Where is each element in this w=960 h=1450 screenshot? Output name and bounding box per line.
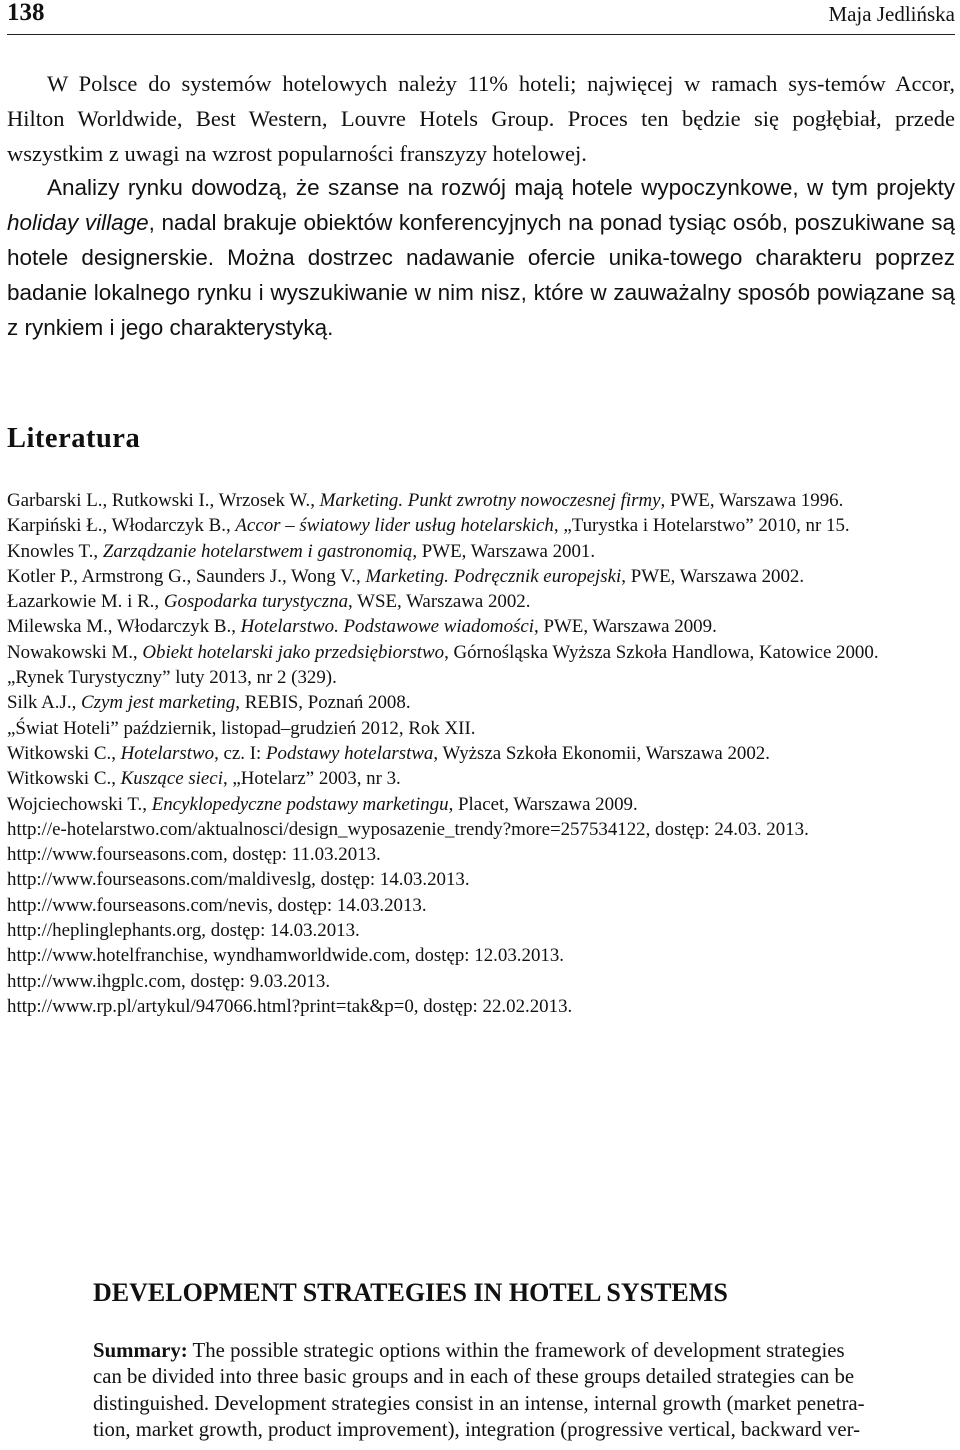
reference-item: Witkowski C., Hotelarstwo, cz. I: Podstawy hotelarstwa, Wyższa Szkoła Ekonomii, Warszawa 2002. <box>7 742 770 764</box>
reference-item[interactable]: http://www.rp.pl/artykul/947066.html?print=tak&p=0, dostęp: 22.02.2013. <box>7 995 573 1017</box>
reference-item[interactable]: http://www.ihgplc.com, dostęp: 9.03.2013. <box>7 970 331 992</box>
page-number: 138 <box>7 0 45 26</box>
reference-item[interactable]: http://www.fourseasons.com/maldiveslg, dostęp: 14.03.2013. <box>7 869 470 891</box>
running-author: Maja Jedlińska <box>828 2 955 26</box>
paragraph: W Polsce do systemów hotelowych należy 11% hoteli; najwięcej w ramach sys-temów Accor, Hilton Worldwide, Best Western, Louvre Hotels Group. Proces ten będzie się pogłębiał, przede wszystkim z uwagi na wzrost popularności franszyzy hotelowej. <box>7 71 955 166</box>
reference-item[interactable]: http://www.fourseasons.com/nevis, dostęp: 14.03.2013. <box>7 894 427 916</box>
body-text <box>7 67 955 345</box>
reference-item[interactable]: http://www.fourseasons.com, dostęp: 11.03.2013. <box>7 844 381 866</box>
reference-item[interactable]: http://e-hotelarstwo.com/aktualnosci/design_wyposazenie_trendy?more=257534122, dostęp: 24.03. 2013. <box>7 818 809 840</box>
reference-item: „Świat Hoteli” październik, listopad–grudzień 2012, Rok XII. <box>7 717 476 739</box>
summary-paragraph: Summary: The possible strategic options within the framework of development strategies can be divided into three basic groups and in each of these groups detailed strategies can be distinguished. Development strategies consist in an intense, internal growth (market penetra- tion, market growth, product improvement), integration (progressive vertical, backward ver- <box>93 1339 865 1441</box>
reference-item[interactable]: http://www.hotelfranchise, wyndhamworldwide.com, dostęp: 12.03.2013. <box>7 945 565 967</box>
reference-item: Knowles T., Zarządzanie hotelarstwem i gastronomią, PWE, Warszawa 2001. <box>7 540 596 562</box>
reference-item: Witkowski C., Kuszące sieci, „Hotelarz” 2003, nr 3. <box>7 768 401 790</box>
section-title: Literatura <box>7 423 141 454</box>
reference-item: Karpiński Ł., Włodarczyk B., Accor – światowy lider usług hotelarskich, „Turystka i Hotelarstwo” 2010, nr 15. <box>7 515 850 537</box>
english-article-title: DEVELOPMENT STRATEGIES IN HOTEL SYSTEMS <box>93 1278 728 1307</box>
reference-item: Wojciechowski T., Encyklopedyczne podstawy marketingu, Placet, Warszawa 2009. <box>7 793 638 815</box>
italic-term: holiday village <box>7 210 149 236</box>
reference-item: Nowakowski M., Obiekt hotelarski jako przedsiębiorstwo, Górnośląska Wyższa Szkoła Handlowa, Katowice 2000. <box>7 641 879 663</box>
reference-item: Garbarski L., Rutkowski I., Wrzosek W., Marketing. Punkt zwrotny nowoczesnej firmy, PWE, Warszawa 1996. <box>7 490 844 511</box>
running-header <box>7 0 955 35</box>
reference-item: Milewska M., Włodarczyk B., Hotelarstwo. Podstawowe wiadomości, PWE, Warszawa 2009. <box>7 616 717 638</box>
reference-item: Silk A.J., Czym jest marketing, REBIS, Poznań 2008. <box>7 692 411 714</box>
reference-item[interactable]: http://heplinglephants.org, dostęp: 14.03.2013. <box>7 920 360 942</box>
paragraph: Analizy rynku dowodzą, że szanse na rozwój mają hotele wypoczynkowe, w tym projekty holiday village, nadal brakuje obiektów konferencyjnych na ponad tysiąc osób, poszukiwane są hotele designerskie. Można dostrzec nadawanie ofercie unika-towego charakteru poprzez badanie lokalnego rynku i wyszukiwanie w nim nisz, które w zauważalny sposób powiązane są z rynkiem i jego charakterystyką. <box>7 175 955 340</box>
reference-item: Kotler P., Armstrong G., Saunders J., Wong V., Marketing. Podręcznik europejski, PWE, Warszawa 2002. <box>7 565 805 587</box>
summary-label: Summary: <box>93 1339 188 1362</box>
reference-list <box>7 488 955 1019</box>
reference-item: „Rynek Turystyczny” luty 2013, nr 2 (329). <box>7 667 337 689</box>
reference-item: Łazarkowie M. i R., Gospodarka turystyczna, WSE, Warszawa 2002. <box>7 591 531 613</box>
